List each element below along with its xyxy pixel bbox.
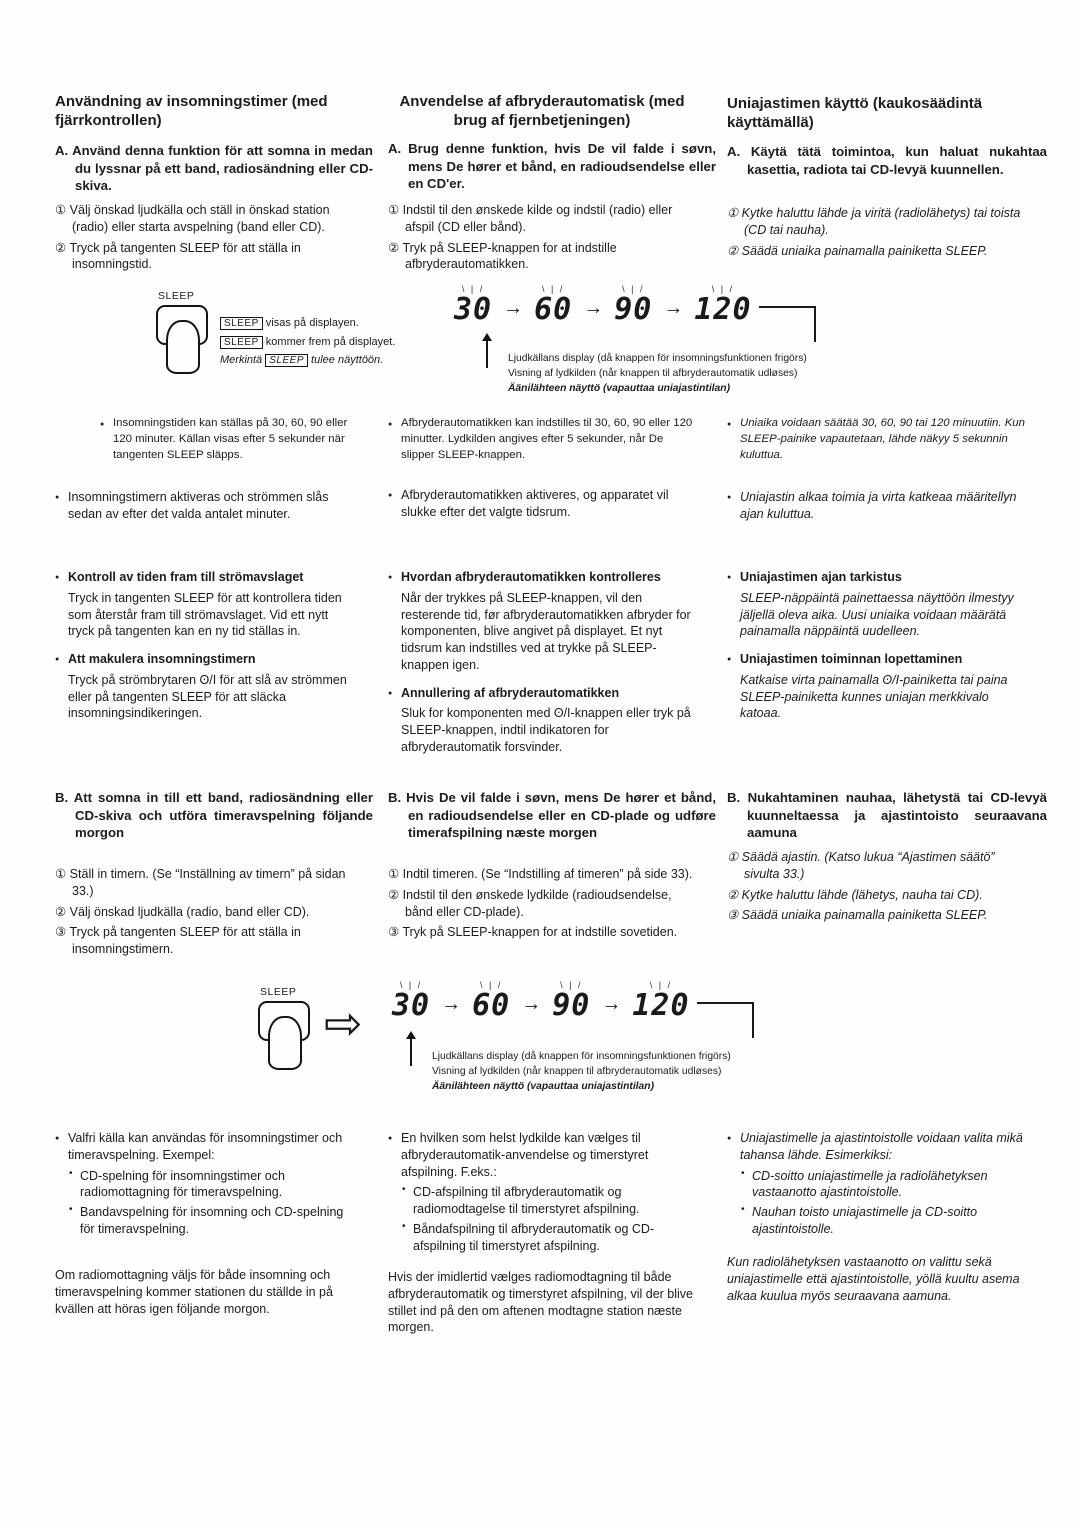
display-digit: 120 xyxy=(694,292,752,327)
control-check-title: ● Uniajastimen ajan tarkistus xyxy=(727,569,1027,586)
note-activation-danish xyxy=(388,487,696,525)
source-examples-finnish xyxy=(727,1130,1027,1238)
caption-line-finnish: Äänilähteen näyttö (vapauttaa uniajastintilan) xyxy=(432,1080,654,1092)
column-heading-finnish: Uniajastimen käyttö (kaukosäädintä käyttämällä) xyxy=(727,95,983,131)
display-digit: 30 xyxy=(454,292,493,327)
step-item: ① Kytke haluttu lähde ja viritä (radiolähetys) tai toista (CD tai nauha). xyxy=(727,206,1021,237)
flash-rays-icon: \ | / xyxy=(649,980,673,990)
section-a-steps-danish xyxy=(388,202,696,277)
step-item: ① Säädä ajastin. (Katso lukua “Ajastimen säätö” sivulta 33.) xyxy=(727,850,995,881)
step-item: ① Indtil timeren. (Se “Indstilling af timeren” på side 33). xyxy=(388,867,693,881)
display-digit-cell xyxy=(552,980,590,1021)
display-digit-cell xyxy=(632,980,689,1021)
source-example: • Nauhan toisto uniajastimelle ja CD-soitto ajastintoistolle. xyxy=(740,1204,1027,1238)
section-a-steps-swedish xyxy=(55,202,353,277)
finger-press-icon xyxy=(268,1016,302,1070)
note-line: Merkintä SLEEP tulee näyttöön. xyxy=(220,354,384,367)
sleep-button-label: SLEEP xyxy=(260,986,297,998)
note-bullet: ● Uniajastin alkaa toimia ja virta katkeaa määritellyn ajan kuluttua. xyxy=(727,489,1027,523)
flash-rays-icon: \ | / xyxy=(542,284,565,294)
step-item: ③ Tryck på tangenten SLEEP för att ställa in insomningstimern. xyxy=(55,925,301,956)
source-example: • CD-spelning för insomningstimer och radiomottagning för timeravspelning. xyxy=(68,1168,353,1202)
section-b-steps-danish xyxy=(388,866,696,945)
note-bullet: ● Insomningstiden kan ställas på 30, 60, 90 eller 120 minuter. Källan visas efter 5 sekunder när tangenten SLEEP släpps. xyxy=(100,416,355,464)
note-bullet: ● Insomningstimern aktiveras och strömmen slås sedan av efter det valda antalet minuter. xyxy=(55,489,353,523)
section-a-title-swedish: A. Använd denna funktion för att somna in medan du lyssnar på ett band, radiosändning eller CD-skiva. xyxy=(55,143,373,194)
control-check-title: ● Kontroll av tiden fram till strömavslaget xyxy=(55,569,353,586)
display-caption-2 xyxy=(432,1050,731,1095)
flash-rays-icon: \ | / xyxy=(461,284,485,294)
arrow-right-icon: → xyxy=(583,297,604,319)
flash-rays-icon: \ | / xyxy=(622,284,645,294)
arrow-right-icon: → xyxy=(663,297,684,319)
display-digit-cell xyxy=(392,980,430,1021)
display-digit-cell xyxy=(534,284,572,325)
control-check-text: SLEEP-näppäintä painettaessa näyttöön ilmestyy jäljellä oleva aika. Uusi uniaika voidaan määrätä painamalla näppäintä uudelleen. xyxy=(740,590,1014,639)
section-a-title-danish: A. Brug denne funktion, hvis De vil falde i søvn, mens De hører et bånd, en radioudsendelse eller en CD'er. xyxy=(388,141,716,192)
display-return-line xyxy=(759,306,816,342)
step-item: ① Välj önskad ljudkälla och ställ in önskad station (radio) eller starta avspelning (band eller CD). xyxy=(55,203,330,234)
closing-paragraph-danish: Hvis der imidlertid vælges radiomodtagning til både afbryderautomatik og timerstyret afspilning, vil der blive stillet ind på den om aftenen modtagne station næste morgen. xyxy=(388,1270,693,1335)
arrow-right-icon: → xyxy=(521,993,542,1015)
step-item: ② Tryck på tangenten SLEEP för att ställa in insomningstid. xyxy=(55,240,301,272)
caption-line-swedish: Ljudkällans display (då knappen för insomningsfunktionen frigörs) xyxy=(508,353,807,364)
sleep-button-diagram-1 xyxy=(150,290,222,345)
control-cancel-text: Katkaise virta painamalla ʘ/I-painiketta tai paina SLEEP-painiketta kunnes uniajan merkkivalo katoaa. xyxy=(740,672,1008,721)
column-heading-danish: Anvendelse af afbryderautomatisk (med brug af fjernbetjeningen) xyxy=(399,93,685,129)
note-activation-finnish xyxy=(727,489,1027,527)
display-digit: 90 xyxy=(552,988,591,1023)
section-a-title-finnish: A. Käytä tätä toimintoa, kun haluat nukahtaa kasettia, radiota tai CD-levyä kuunnellen. xyxy=(727,144,1047,177)
sleep-indicator-box: SLEEP xyxy=(265,354,308,367)
finger-press-icon xyxy=(166,320,200,374)
caption-line-danish: Visning af lydkilden (når knappen til afbryderautomatik udløses) xyxy=(508,367,798,379)
display-digit: 60 xyxy=(472,988,511,1023)
display-digit: 90 xyxy=(614,292,653,327)
control-cancel-text: Sluk for komponenten med ʘ/I-knappen eller tryk på SLEEP-knappen, indtil indikatoren for afbryderautomatik forsvinder. xyxy=(401,706,691,754)
caption-up-arrow xyxy=(410,1034,412,1066)
control-cancel-text: Tryck på strömbrytaren ʘ/I för att slå av strömmen eller på tangenten SLEEP för att släcka insomningsindikeringen. xyxy=(68,672,347,721)
note-bullet: ● Uniaika voidaan säätää 30, 60, 90 tai 120 minuutiin. Kun SLEEP-painike vapautetaan, lähde näkyy 5 sekunnin kuluttua. xyxy=(727,416,1027,464)
note-sleep-times-danish xyxy=(388,416,696,468)
control-check-text: Når der trykkes på SLEEP-knappen, vil den resterende tid, før afbryderautomatikken afbryder for komponenten, blive angivet på displayet. Et nyt tidsrum kan indstilles ved at trykke på SLEEP-knappen igen. xyxy=(401,590,691,672)
source-intro: ● En hvilken som helst lydkilde kan vælges til afbryderautomatik-anvendelse og timerstyret afspilning. F.eks.: xyxy=(388,1130,696,1180)
closing-paragraph-finnish: Kun radiolähetyksen vastaanotto on valittu sekä uniajastimelle että ajastintoistolle, yöllä kuultu asema alkaa kuulua myös seuraavana aamuna. xyxy=(727,1255,1020,1303)
section-a-steps-finnish xyxy=(727,205,1027,263)
step-item: ① Ställ in timern. (Se “Inställning av timern” på sidan 33.) xyxy=(55,867,346,898)
source-example: • CD-afspilning til afbryderautomatik og radiomodtagelse til timerstyret afspilning. xyxy=(401,1184,696,1218)
control-cancel-title: ● Annullering af afbryderautomatikken xyxy=(388,685,696,702)
step-item: ③ Tryk på SLEEP-knappen for at indstille sovetiden. xyxy=(388,925,678,940)
control-cancel-title: ● Uniajastimen toiminnan lopettaminen xyxy=(727,651,1027,668)
display-digit: 30 xyxy=(392,988,431,1023)
arrow-right-icon: → xyxy=(503,297,524,319)
flash-rays-icon: \ | / xyxy=(560,980,583,990)
flash-rays-icon: \ | / xyxy=(711,284,735,294)
display-digit: 60 xyxy=(534,292,573,327)
control-check-text: Tryck in tangenten SLEEP för att kontrollera tiden som återstår fram till strömavslaget. Vid ett nytt tryck på tangenten kan en ny tid ställas in. xyxy=(68,590,342,639)
step-item: ② Tryk på SLEEP-knappen for at indstille afbryderautomatikken. xyxy=(388,240,617,272)
section-b-title-swedish: B. Att somna in till ett band, radiosändning eller CD-skiva och utföra timeravspelning följande morgon xyxy=(55,790,373,841)
step-item: ① Indstil til den ønskede kilde og indstil (radio) eller afspil (CD eller bånd). xyxy=(388,203,673,234)
caption-line-danish: Visning af lydkilden (når knappen til afbryderautomatik udløses) xyxy=(432,1065,722,1077)
column-heading-swedish: Användning av insomningstimer (med fjärrkontrollen) xyxy=(55,93,328,129)
source-examples-danish xyxy=(388,1130,696,1254)
section-b-title-danish: B. Hvis De vil falde i søvn, mens De hører et bånd, en radioudsendelse eller en CD-plade og udføre timerafspilning næste morgen xyxy=(388,790,716,841)
note-sleep-times-swedish xyxy=(100,416,355,468)
display-digit-cell xyxy=(694,284,751,325)
note-bullet: ● Afbryderautomatikken aktiveres, og apparatet vil slukke efter det valgte tidsrum. xyxy=(388,487,696,521)
sleep-time-display-1 xyxy=(452,284,754,325)
display-digit-cell xyxy=(454,284,492,325)
sleep-indicator-box: SLEEP xyxy=(220,336,263,349)
note-line: SLEEP visas på displayen. xyxy=(220,314,395,333)
caption-up-arrow xyxy=(486,336,488,368)
control-check-title: ● Hvordan afbryderautomatikken kontrolleres xyxy=(388,569,696,586)
display-caption-1 xyxy=(508,352,807,397)
caption-line-finnish: Äänilähteen näyttö (vapauttaa uniajastintilan) xyxy=(508,382,730,394)
flash-rays-icon: \ | / xyxy=(399,980,423,990)
source-example: • Båndafspilning til afbryderautomatik og CD-afspilning til timerstyret afspilning. xyxy=(401,1221,696,1255)
source-intro: ● Uniajastimelle ja ajastintoistolle voidaan valita mikä tahansa lähde. Esimerkiksi: xyxy=(727,1130,1027,1164)
arrow-right-icon: → xyxy=(441,993,462,1015)
source-intro: ● Valfri källa kan användas för insomningstimer och timeravspelning. Exempel: xyxy=(55,1130,353,1164)
control-section-danish xyxy=(388,569,696,767)
control-section-finnish xyxy=(727,569,1027,733)
display-digit: 120 xyxy=(632,988,690,1023)
source-example: • Bandavspelning för insomning och CD-spelning för timeravspelning. xyxy=(68,1204,353,1238)
note-line: SLEEP kommer frem på displayet. xyxy=(220,333,395,352)
section-b-steps-finnish xyxy=(727,849,1027,928)
arrow-right-icon: → xyxy=(601,993,622,1015)
display-digit-cell xyxy=(472,980,510,1021)
sleep-display-note xyxy=(220,314,395,370)
note-activation-swedish xyxy=(55,489,353,527)
flash-rays-icon: \ | / xyxy=(480,980,503,990)
sleep-time-display-2 xyxy=(390,980,692,1021)
step-item: ② Välj önskad ljudkälla (radio, band eller CD). xyxy=(55,904,310,919)
display-digit-cell xyxy=(614,284,652,325)
step-item: ② Säädä uniaika painamalla painiketta SLEEP. xyxy=(727,243,988,258)
caption-line-swedish: Ljudkällans display (då knappen för insomningsfunktionen frigörs) xyxy=(432,1051,731,1062)
section-b-steps-swedish xyxy=(55,866,353,962)
note-sleep-times-finnish xyxy=(727,416,1027,468)
step-item: ② Indstil til den ønskede lydkilde (radioudsendelse, bånd eller CD-plade). xyxy=(388,887,672,919)
control-section-swedish xyxy=(55,569,353,733)
sleep-button-label: SLEEP xyxy=(158,290,195,302)
closing-paragraph-swedish: Om radiomottagning väljs för både insomning och timeravspelning kommer stationen du ställde in på kvällen att höras igen följande morgon. xyxy=(55,1268,333,1316)
sleep-indicator-box: SLEEP xyxy=(220,317,263,330)
step-item: ③ Säädä uniaika painamalla painiketta SLEEP. xyxy=(727,908,988,923)
sleep-button-diagram-2 xyxy=(252,986,324,1041)
step-item: ② Kytke haluttu lähde (lähetys, nauha tai CD). xyxy=(727,887,983,902)
note-bullet: ● Afbryderautomatikken kan indstilles til 30, 60, 90 eller 120 minutter. Lydkilden angives efter 5 sekunder, når De slipper SLEEP-knappen. xyxy=(388,416,696,464)
section-b-title-finnish: B. Nukahtaminen nauhaa, lähetystä tai CD-levyä kuunneltaessa ja ajastintoisto seuraavana aamuna xyxy=(727,790,1047,841)
source-examples-swedish xyxy=(55,1130,353,1238)
source-example: • CD-soitto uniajastimelle ja radiolähetyksen vastaanotto ajastintoistolle. xyxy=(740,1168,1027,1202)
big-right-arrow-icon: ⇨ xyxy=(324,997,363,1049)
control-cancel-title: ● Att makulera insomningstimern xyxy=(55,651,353,668)
display-return-line xyxy=(697,1002,754,1038)
